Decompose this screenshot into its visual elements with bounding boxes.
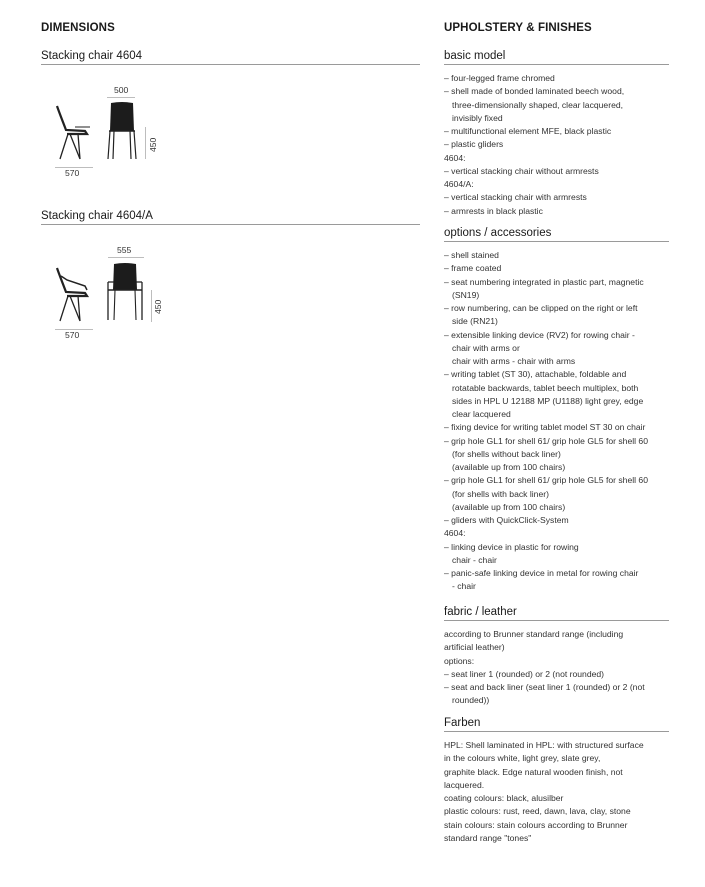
body-line: – row numbering, can be clipped on the right or left: [444, 303, 638, 313]
section-options-accessories: [444, 227, 669, 594]
body-line: – multifunctional element MFE, black plastic: [444, 126, 612, 136]
section-body: [444, 72, 669, 218]
body-line: in the colours white, light grey, slate grey,: [444, 753, 601, 764]
body-line: – panic-safe linking device in metal for rowing chair: [444, 568, 639, 578]
body-line: - chair: [452, 581, 476, 592]
body-line: – shell stained: [444, 250, 499, 260]
chair-4604-depth: 570: [65, 168, 80, 178]
chair-4604-seat-height: 450: [148, 137, 158, 152]
body-line: – seat liner 1 (rounded) or 2 (not rounded): [444, 668, 605, 679]
body-line: (available up from 100 chairs): [452, 462, 566, 472]
body-line: – gliders with QuickClick-System: [444, 515, 569, 525]
body-line: – frame coated: [444, 263, 502, 274]
section-body: [444, 628, 669, 708]
body-line: lacquered.: [444, 779, 485, 790]
body-line: coating colours: black, alusilber: [444, 793, 564, 803]
body-line: rotatable backwards, tablet beech multiplex, both: [452, 382, 639, 393]
chair-4604a-title: Stacking chair 4604/A: [41, 210, 420, 225]
chair-4604-height-rule: [145, 127, 146, 159]
body-line: graphite black. Edge natural wooden finish, not: [444, 766, 623, 777]
body-line: stain colours: stain colours according to Brunner: [444, 819, 628, 830]
body-line: – grip hole GL1 for shell 61/ grip hole GL5 for shell 60: [444, 435, 648, 446]
body-line: – fixing device for writing tablet model ST 30 on chair: [444, 422, 646, 433]
body-line: 4604:: [444, 152, 466, 163]
body-line: chair with arms or: [452, 342, 520, 353]
section-body: [444, 249, 669, 594]
body-line: – shell made of bonded laminated beech wood,: [444, 86, 625, 97]
section-title: fabric / leather: [444, 606, 669, 621]
body-line: – grip hole GL1 for shell 61/ grip hole GL5 for shell 60: [444, 475, 648, 486]
section-body: [444, 739, 669, 845]
body-line: – writing tablet (ST 30), attachable, foldable and: [444, 369, 627, 380]
body-line: (for shells with back liner): [452, 488, 549, 499]
body-line: side (RN21): [452, 316, 498, 327]
body-line: 4604/A:: [444, 179, 474, 189]
body-line: 4604:: [444, 528, 466, 539]
body-line: chair - chair: [452, 554, 497, 565]
chair-4604-width: 500: [114, 85, 129, 95]
chair-4604a-seat-height: 450: [153, 299, 163, 314]
body-line: (SN19): [452, 289, 480, 300]
chair-4604a-front-view: [105, 262, 145, 322]
body-line: – seat numbering integrated in plastic part, magnetic: [444, 276, 644, 287]
chair-4604a-side-view: [51, 262, 97, 326]
section-basic-model: [444, 50, 669, 218]
body-line: HPL: Shell laminated in HPL: with structured surface: [444, 740, 644, 750]
chair-4604a-width: 555: [117, 245, 132, 255]
section-title: Farben: [444, 717, 669, 732]
body-line: (for shells without back liner): [452, 448, 561, 459]
chair-4604-width-rule: [107, 97, 135, 98]
dimensions-heading: DIMENSIONS: [41, 22, 115, 34]
chair-4604a-depth: 570: [65, 330, 80, 340]
body-line: three-dimensionally shaped, clear lacquered,: [452, 99, 624, 110]
body-line: standard range "tones": [444, 832, 532, 843]
section-farben: [444, 717, 669, 845]
body-line: – vertical stacking chair without armrests: [444, 165, 599, 176]
body-line: options:: [444, 655, 475, 666]
body-line: sides in HPL U 12188 MP (U1188) light grey, edge: [452, 395, 644, 406]
body-line: according to Brunner standard range (including: [444, 629, 624, 639]
body-line: plastic colours: rust, reed, dawn, lava, clay, stone: [444, 806, 631, 817]
body-line: invisibly fixed: [452, 112, 503, 123]
section-fabric-leather: [444, 606, 669, 708]
body-line: – four-legged frame chromed: [444, 73, 555, 83]
chair-4604-title: Stacking chair 4604: [41, 50, 420, 65]
body-line: – seat and back liner (seat liner 1 (rounded) or 2 (not: [444, 682, 645, 692]
chair-4604a-width-rule: [108, 257, 144, 258]
section-title: basic model: [444, 50, 669, 65]
body-line: clear lacquered: [452, 409, 511, 419]
body-line: – plastic gliders: [444, 139, 504, 150]
body-line: rounded)): [452, 695, 490, 706]
body-line: – linking device in plastic for rowing: [444, 541, 579, 552]
body-line: artificial leather): [444, 642, 505, 653]
chair-4604a-height-rule: [151, 290, 152, 322]
chair-4604-front-view: [105, 101, 139, 161]
body-line: – vertical stacking chair with armrests: [444, 192, 587, 203]
upholstery-heading: UPHOLSTERY & FINISHES: [444, 22, 592, 34]
body-line: chair with arms - chair with arms: [452, 356, 576, 366]
chair-4604-side-view: [51, 100, 97, 164]
body-line: – armrests in black plastic: [444, 205, 543, 216]
body-line: – extensible linking device (RV2) for rowing chair -: [444, 329, 635, 340]
section-title: options / accessories: [444, 227, 669, 242]
body-line: (available up from 100 chairs): [452, 501, 566, 512]
